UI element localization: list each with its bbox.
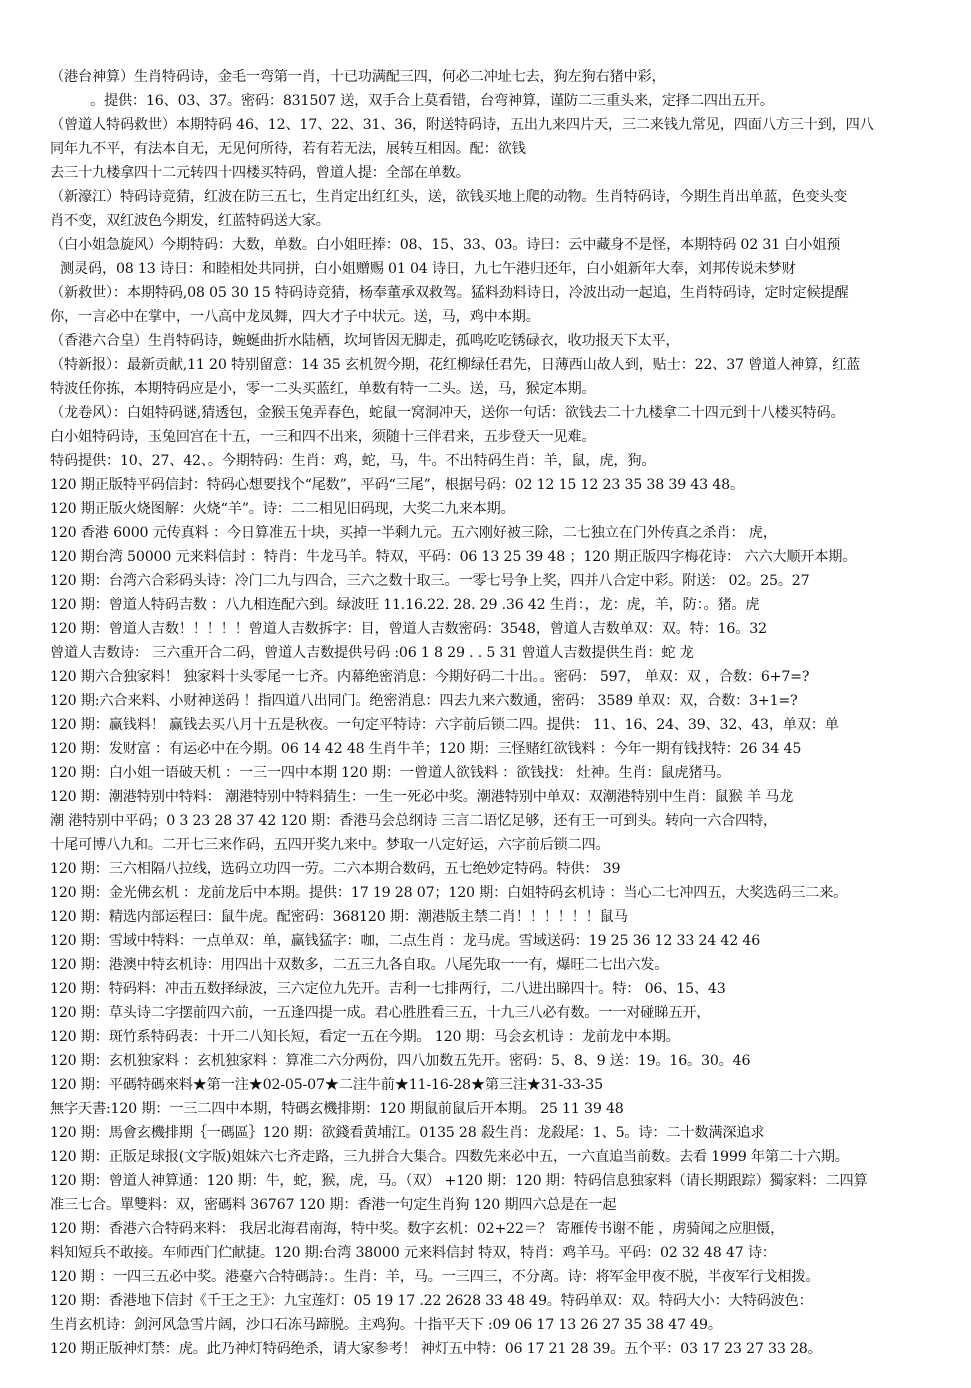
text-line: 120 期：精选内部运程曰：鼠牛虎。配密码：368120 期：潮港版主禁二肖！！！！！！鼠马 bbox=[50, 909, 628, 925]
text-line: 准三七合。單雙料：双，密碼料 36767 120 期：香港一句定生肖狗 120 期四六总是在一起 bbox=[50, 1197, 617, 1213]
text-line: 十尾可博八九和。二开七三来作码，五四开奖九来中。梦取一八定好运，六字前后锁二四。 bbox=[50, 837, 610, 853]
text-line: 你，一言必中在掌中，一八高中龙凤舞，四大才子中状元。送，马，鸡中本期。 bbox=[50, 309, 540, 325]
text-line: 120 期：香港六合特码来料： 我居北海君南海，特中奖。数字玄机：02+22＝？ 寄雁传书谢不能 ，虏骑闻之应胆慑， bbox=[50, 1221, 785, 1237]
text-line: 120 期：金光佛玄机 ：龙前龙后中本期。提供：17 19 28 07；120 期：白姐特码玄机诗 ：当心二七冲四五，大奖选码三二来。 bbox=[50, 885, 848, 901]
text-line: 120 期正版神灯禁：虎。此乃神灯特码绝杀，请大家参考！ 神灯五中特：06 17 21 28 39。五个平：03 17 23 27 33 28。 bbox=[50, 1341, 822, 1357]
text-line: 120 期：正版足球报(文字版)姐妹六七齐走路，三九拼合大集合。四数先来必中五，一六直追当前数。去看 1999 年第二十六期。 bbox=[50, 1149, 849, 1165]
text-line: 去三十九楼拿四十二元转四十四楼买特码，曾道人提：全部在单数。 bbox=[50, 165, 470, 181]
text-line: 料知短兵不敢接。车师西门伫献捷。120 期:台湾 38000 元来料信封 特双，特肖：鸡羊马。平码：02 32 48 47 诗： bbox=[50, 1245, 776, 1261]
text-line: 120 期：台湾六合彩码头诗：冷门二九与四合，三六之数十取三。一零七号争上奖，四并八合定中彩。附送： 02。25。27 bbox=[50, 573, 810, 589]
text-line: 同年九不平，有法本自无，无见何所待，若有若无法，展转互相因。配：欲钱 bbox=[50, 141, 526, 157]
text-line: 120 期：赢钱料！ 赢钱去买八月十五是秋夜。一句定平特诗：六字前后锁二四。提供： 11、16、24、39、32、43，单双：单 bbox=[50, 717, 839, 733]
text-line: （特新报）：最新贡献,11 20 特别留意：14 35 玄机贺今期，花红柳绿任君先，日薄西山故人到，贴士：22、37 曾道人神算，红蓝 bbox=[50, 357, 861, 373]
text-line: 潮 港特别中平码；0 3 23 28 37 42 120 期：香港马会总纲诗 三言二语忆足够，还有王一可到头。转向一六合四特， bbox=[50, 813, 778, 829]
text-line: 测灵码，08 13 诗日：和睦相处共同拼，白小姐赠赐 01 04 诗日，九七午港归还年，白小姐新年大奉，刘邦传说未梦财 bbox=[60, 261, 796, 277]
text-line: （白小姐急旋风）今期特码：大数，单数。白小姐旺捧：08、15、33、03。诗曰：云中藏身不是怪，本期特码 02 31 白小姐预 bbox=[50, 237, 841, 253]
text-line: 120 期：港澳中特玄机诗：用四出十双数多，二五三九各自取。八尾先取一一有，爆旺二七出六发。 bbox=[50, 957, 669, 973]
text-line: 120 期：馬會玄機排期｛一碼區｝120 期：欲錢看黄埔江。0135 28 殺生肖：龙殺尾：1、5。诗：二十数满深追求 bbox=[50, 1125, 765, 1141]
text-line: 120 期：玄机独家料 ：玄机独家料 ：算准二六分两份，四八加数五先开。密码：5、8、9 送：19。16。30。46 bbox=[50, 1053, 751, 1069]
text-line: （新濠江）特码诗竞猜，红波在防三五七，生肖定出红红头，送，欲钱买地上爬的动物。生肖特码诗，今期生肖出单蓝，色变头变 bbox=[50, 189, 848, 205]
text-line: 120 期：白小姐一语破天机 ：一三一四中本期 120 期：一曾道人欲钱料 ：欲钱找： 灶神。生肖：鼠虎猪马。 bbox=[50, 765, 731, 781]
text-line: 120 期：草头诗二字摆前四六前，一五逢四提一成。君心胜胜看三五，十九三八必有数。一一对碰睇五开， bbox=[50, 1005, 711, 1021]
text-line: 120 期台湾 50000 元来料信封 ：特肖：牛龙马羊。特双，平码：06 13 25 39 48 ；120 期正版四字梅花诗： 六六大顺开本期。 bbox=[50, 549, 857, 565]
text-line: 生肖玄机诗：剑河风急雪片阔，沙口石冻马蹄脱。主鸡狗。十指平天下 :09 06 17 13 26 27 35 38 47 49。 bbox=[50, 1317, 722, 1333]
text-line: 特波任你拣，本期特码应是小，零一二头买蓝红，单数有特一二头。送，马，猴定本期。 bbox=[50, 381, 596, 397]
text-line: 120 期：曾道人特码吉数 ：八九相连配六到。绿波旺 11.16.22. 28. 29 .36 42 生肖：，龙：虎，羊，防：。猪。虎 bbox=[50, 597, 760, 613]
text-line: 120 期 ：一四三五必中奖。港臺六合特碼詩：。生肖：羊，马。一三四三，不分离。诗：将军金甲夜不脱，半夜军行戈相拨。 bbox=[50, 1269, 820, 1285]
text-line: 。提供：16、03、37。密码：831507 送，双手合上莫看错，台弯神算，谨防二三重头来，定择二四出五开。 bbox=[90, 93, 774, 109]
text-line: 120 期:六合来料、小财神送码 ！指四道八出同门。绝密消息：四去九来六数通，密码： 3589 单双：双，合数：3+1=? bbox=[50, 693, 798, 709]
text-line: 120 期六合独家料！ 独家料十头零尾一七齐。内幕绝密消息：今期好码二十出。。密码： 597， 单双：双 ，合数：6+7=? bbox=[50, 669, 810, 685]
text-line: （新救世）：本期特码,08 05 30 15 特码诗竞猜，杨奉董承双救驾。猛料劲料诗日，冷波出动一起追，生肖特码诗，定时定候提醒 bbox=[50, 285, 849, 301]
text-line: 120 期：曾道人神算通：120 期：牛，蛇，猴，虎，马。（双） +120 期：120 期：特码信息独家料（请长期跟踪）獨家料：二四算 bbox=[50, 1173, 868, 1189]
text-line: （香港六合皇）生肖特码诗，蜿蜒曲折水陆栖，坎坷皆因无脚走，孤鸣吃吃锈碌衣，收功报天下太平， bbox=[50, 333, 680, 349]
text-line: 白小姐特码诗，玉兔回宫在十五，一三和四不出来，须随十三伴君来，五步登天一见难。 bbox=[50, 429, 596, 445]
text-line: （龙卷风）：白姐特码谜,猜透包，金猴玉兔弄春色，蛇鼠一窝洞冲天，送你一句话：欲钱去二十九楼拿二十四元到十八楼买特码。 bbox=[50, 405, 845, 421]
text-line: 無字天書:120 期：一三二四中本期，特碼玄機排期：120 期鼠前鼠后开本期。 25 11 39 48 bbox=[50, 1101, 624, 1117]
text-line: （曾道人特码救世）本期特码 46、12、17、22、31、36，附送特码诗，五出九来四片天，三二来钱九常见，四面八方三十到，四八 bbox=[50, 117, 874, 133]
text-line: 120 期：雪域中特料：一点单双：单，赢钱猛字：咖，二点生肖 ：龙马虎。雪域送码：19 25 36 12 33 24 42 46 bbox=[50, 933, 761, 949]
text-line: 120 期：香港地下信封《千王之王》：九宝莲灯：05 19 17 .22 2628 33 48 49。特码单双：双。特码大小：大特码波色： bbox=[50, 1293, 813, 1309]
text-line: （港台神算）生肖特码诗，金毛一弯第一肖，十已功满配三四，何必二冲址七去，狗左狗右猪中彩， bbox=[50, 69, 666, 85]
text-line: 120 期：曾道人吉数！！！！！曾道人吉数拆字：目，曾道人吉数密码：3548，曾道人吉数单双：双。特：16。32 bbox=[50, 621, 767, 637]
text-line: 120 期正版火烧图解：火烧“羊”。诗：二二相见旧码现，大奖二九来本期。 bbox=[50, 501, 515, 517]
text-line: 120 期：特码料：冲击五数择绿波，三六定位九先开。吉利一七排两行，二八进出睇四十。特： 06、15、43 bbox=[50, 981, 726, 997]
text-line: 120 期正版特平码信封：特码心想要找个“尾数”，平码“三尾”，根据号码：02 12 15 12 23 35 38 39 43 48。 bbox=[50, 477, 744, 493]
text-line: 120 期：潮港特别中特料： 潮港特别中特料猜生：一生一死必中奖。潮港特别中单双：双潮港特别中生肖：鼠猴 羊 马龙 bbox=[50, 789, 794, 805]
text-line: 120 期：三六相隔八拉线，选码立功四一劳。二六本期合数码，五七绝妙定特码。特供： 39 bbox=[50, 861, 621, 877]
text-line: 肖不变，双红波色今期发，红蓝特码送大家。 bbox=[50, 213, 330, 229]
text-line: 120 香港 6000 元传真料 ：今日算准五十块，买掉一半剩九元。五六刚好被三除，二七独立在门外传真之杀肖： 虎， bbox=[50, 525, 777, 541]
text-line: 120 期：发财富 ：有运必中在今期。06 14 42 48 生肖牛羊；120 期：三怪赌红欲钱料 ：今年一期有钱找特：26 34 45 bbox=[50, 741, 802, 757]
text-line: 曾道人吉数诗： 三六重开合二码，曾道人吉数提供号码 :06 1 8 29 . . 5 31 曾道人吉数提供生肖：蛇 龙 bbox=[50, 645, 694, 661]
text-line: 120 期：平碼特碼來料★第一注★02-05-07★二注牛前★11-16-28★第三注★31-33-35 bbox=[50, 1077, 603, 1093]
text-line: 特码提供：10、27、42、。今期特码：生肖：鸡，蛇，马，牛。不出特码生肖：羊，鼠，虎，狗。 bbox=[50, 453, 656, 469]
text-line: 120 期：斑竹系特码表：十开二八知长短，看定一五在今期。 120 期：马会玄机诗 ：龙前龙中本期。 bbox=[50, 1029, 680, 1045]
